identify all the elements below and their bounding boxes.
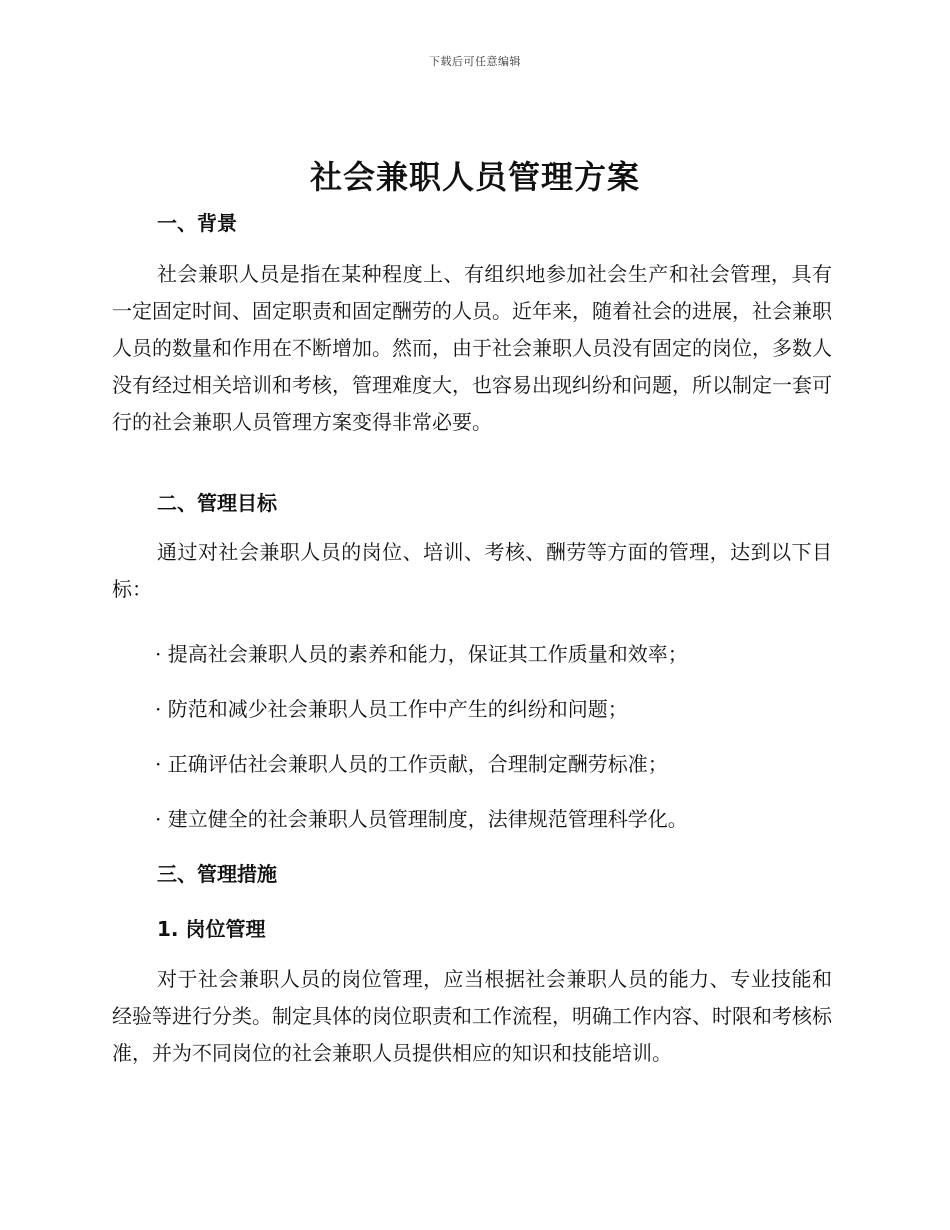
heading-background: 一、背景 (157, 211, 237, 235)
heading-measures: 三、管理措施 (157, 862, 277, 886)
header-note: 下载后可任意编辑 (429, 55, 521, 68)
heading-job-management: 1. 岗位管理 (157, 917, 266, 941)
page-title: 社会兼职人员管理方案 (309, 158, 640, 196)
list-item: · 正确评估社会兼职人员的工作贡献，合理制定酬劳标准； (155, 752, 668, 776)
list-item: · 提高社会兼职人员的素养和能力，保证其工作质量和效率； (155, 642, 688, 666)
paragraph-job-management: 对于社会兼职人员的岗位管理，应当根据社会兼职人员的能力、专业技能和经验等进行分类。制定具体的岗位职责和工作流程，明确工作内容、时限和考核标准，并为不同岗位的社会兼职人员提供相应的知识和技能培训。 (112, 967, 832, 1065)
paragraph-goals-intro: 通过对社会兼职人员的岗位、培训、考核、酬劳等方面的管理，达到以下目标： (112, 540, 832, 601)
list-item: · 防范和减少社会兼职人员工作中产生的纠纷和问题； (155, 697, 628, 721)
paragraph-background: 社会兼职人员是指在某种程度上、有组织地参加社会生产和社会管理，具有一定固定时间、固定职责和固定酬劳的人员。近年来，随着社会的进展，社会兼职人员的数量和作用在不断增加。然而，由于社会兼职人员没有固定的岗位，多数人没有经过相关培训和考核，管理难度大，也容易出现纠纷和问题，所以制定一套可行的社会兼职人员管理方案变得非常必要。 (112, 262, 832, 434)
heading-goals: 二、管理目标 (157, 491, 277, 515)
list-item: · 建立健全的社会兼职人员管理制度，法律规范管理科学化。 (155, 807, 688, 831)
